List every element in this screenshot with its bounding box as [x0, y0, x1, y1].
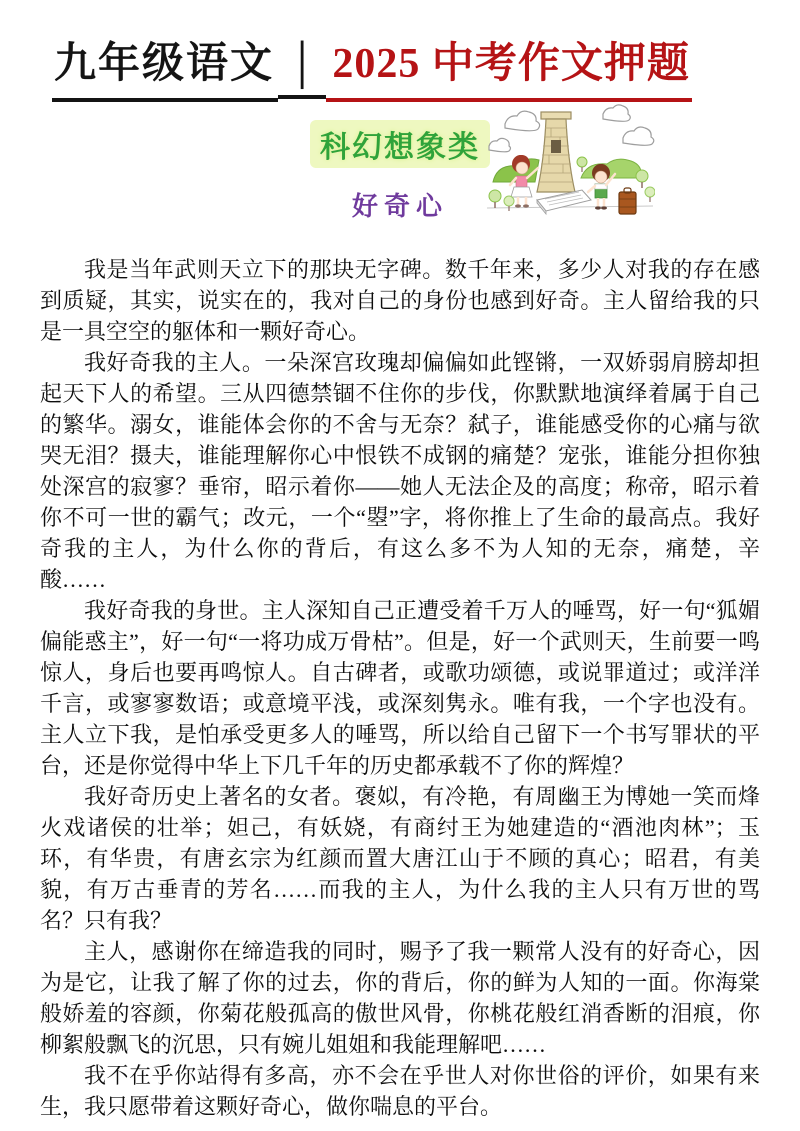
- essay-paragraph: 我好奇我的身世。主人深知自己正遭受着千万人的唾骂，好一句“狐媚偏能惑主”，好一句“一将功成万骨枯”。但是，好一个武则天，生前要一鸣惊人，身后也要再鸣惊人。自古碑者，或歌功颂德，或说罪道过；或洋洋千言，或寥寥数语；或意境平浅，或深刻隽永。唯有我，一个字也没有。主人立下我，是怕承受更多人的唾骂，所以给自己留下一个书写罪状的平台，还是你觉得中华上下几千年的历史都承载不了你的辉煌？: [40, 598, 760, 778]
- exam-title: 2025 中考作文押题: [326, 30, 692, 102]
- children-at-stone-monument-illustration: [485, 100, 655, 225]
- category-badge: 科幻想象类: [310, 120, 490, 168]
- essay-body: [40, 254, 760, 1122]
- essay-paragraph: 我不在乎你站得有多高，亦不会在乎世人对你世俗的评价，如果有来生，我只愿带着这颗好奇心，做你喘息的平台。: [40, 1063, 760, 1119]
- tablet-graphic: [537, 190, 591, 214]
- essay-paragraph: 我好奇历史上著名的女者。褒姒，有冷艳，有周幽王为博她一笑而烽火戏诸侯的壮举；妲己，有妖娆，有商纣王为她建造的“酒池肉林”；玉环，有华贵，有唐玄宗为红颜而置大唐江山于不顾的真心；昭君，有美貌，有万古垂青的芳名……而我的主人，为什么我的主人只有万世的骂名？只有我？: [40, 784, 760, 933]
- header-divider: │: [278, 40, 326, 99]
- topic-block: [0, 112, 800, 240]
- essay-paragraph: 我是当年武则天立下的那块无字碑。数千年来，多少人对我的存在感到质疑，其实，说实在的，我对自己的身份也感到好奇。主人留给我的只是一具空空的躯体和一颗好奇心。: [40, 257, 760, 344]
- essay-paragraph: 主人，感谢你在缔造我的同时，赐予了我一颗常人没有的好奇心，因为是它，让我了解了你的过去，你的背后，你的鲜为人知的一面。你海棠般娇羞的容颜，你菊花般孤高的傲世风骨，你桃花般红消香断的泪痕，你柳絮般飘飞的沉思，只有婉儿姐姐和我能理解吧……: [40, 939, 760, 1057]
- course-title: 九年级语文: [52, 30, 278, 102]
- stone-tower-graphic: [537, 112, 575, 192]
- page-header: [52, 30, 756, 102]
- essay-paragraph: 我好奇我的主人。一朵深宫玫瑰却偏偏如此铿锵，一双娇弱肩膀却担起天下人的希望。三从四德禁锢不住你的步伐，你默默地演绎着属于自己的繁华。溺女，谁能体会你的不舍与无奈？弑子，谁能感受你的心痛与欲哭无泪？摄夫，谁能理解你心中恨铁不成钢的痛楚？宠张，谁能分担你独处深宫的寂寥？垂帘，昭示着你——她人无法企及的高度；称帝，昭示着你不可一世的霸气；改元，一个“曌”字，将你推上了生命的最高点。我好奇我的主人，为什么你的背后，有这么多不为人知的无奈，痛楚，辛酸……: [40, 350, 760, 592]
- suitcase-graphic: [619, 188, 636, 214]
- essay-title-row: [0, 186, 800, 223]
- essay-title: 好奇心: [351, 192, 448, 221]
- category-row: [0, 112, 800, 168]
